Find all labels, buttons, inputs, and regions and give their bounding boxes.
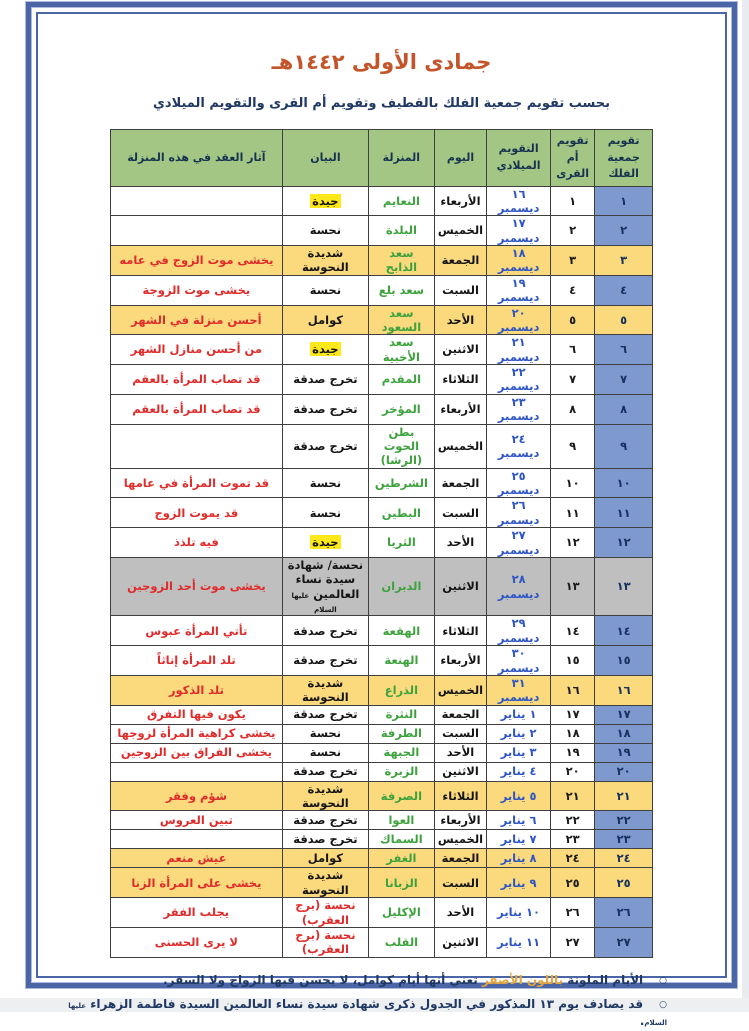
cell-mansion: سعد السعود bbox=[368, 305, 434, 335]
calendar-table bbox=[110, 129, 653, 958]
cell-gregorian-date: ٢١ ديسمبر bbox=[487, 335, 551, 365]
cell-mansion: الإكليل bbox=[368, 898, 434, 928]
cell-effects: قد تصاب المرأة بالعقم bbox=[110, 394, 282, 424]
cell-falak-number: ٦ bbox=[595, 335, 653, 365]
cell-weekday: السبت bbox=[434, 275, 486, 305]
cell-description bbox=[282, 365, 368, 395]
cell-effects: فيه تلذذ bbox=[110, 528, 282, 558]
cell-mansion: العوا bbox=[368, 811, 434, 830]
cell-umm-alqura-number: ٢٢ bbox=[551, 811, 595, 830]
cell-weekday: الأحد bbox=[434, 898, 486, 928]
cell-description bbox=[282, 498, 368, 528]
cell-description bbox=[282, 186, 368, 216]
cell-falak-number: ١٧ bbox=[595, 705, 653, 724]
description-text: جيدة bbox=[312, 193, 339, 208]
description-text: تخرج صدقة bbox=[293, 623, 358, 638]
table-row bbox=[110, 743, 652, 762]
cell-description bbox=[282, 762, 368, 781]
cell-falak-number: ٣ bbox=[595, 246, 653, 276]
cell-weekday: الخميس bbox=[434, 675, 486, 705]
description-text: تخرج صدقة bbox=[293, 653, 358, 668]
cell-mansion: الصرفة bbox=[368, 781, 434, 811]
description-text: تخرج صدقة bbox=[293, 401, 358, 416]
cell-gregorian-date: ٢٠ ديسمبر bbox=[487, 305, 551, 335]
description-text: شديدة النحوسة bbox=[302, 781, 349, 810]
cell-mansion: سعد الذابح bbox=[368, 246, 434, 276]
description-text: كوامل bbox=[307, 851, 343, 866]
description-text: نحسة (برج العقرب) bbox=[295, 898, 356, 927]
cell-umm-alqura-number: ٥ bbox=[551, 305, 595, 335]
cell-effects bbox=[110, 186, 282, 216]
description-text: شديدة النحوسة bbox=[302, 675, 349, 705]
table-row bbox=[110, 898, 652, 928]
cell-description bbox=[282, 468, 368, 498]
cell-gregorian-date: ١٧ ديسمبر bbox=[487, 216, 551, 246]
cell-description bbox=[282, 675, 368, 705]
description-text: تخرج صدقة bbox=[293, 707, 358, 722]
cell-weekday: الخميس bbox=[434, 830, 486, 849]
cell-effects: يجلب الفقر bbox=[110, 898, 282, 928]
cell-effects bbox=[110, 830, 282, 849]
cell-effects: عيش منعم bbox=[110, 849, 282, 868]
cell-falak-number: ٥ bbox=[595, 305, 653, 335]
cell-falak-number: ٧ bbox=[595, 365, 653, 395]
cell-gregorian-date: ١ يناير bbox=[487, 705, 551, 724]
table-row bbox=[110, 927, 652, 957]
cell-umm-alqura-number: ٤ bbox=[551, 275, 595, 305]
cell-gregorian-date: ١٠ يناير bbox=[487, 898, 551, 928]
cell-effects: يخشى موت الزوجة bbox=[110, 275, 282, 305]
table-row bbox=[110, 365, 652, 395]
cell-effects: تبين العروس bbox=[110, 811, 282, 830]
cell-umm-alqura-number: ١٧ bbox=[551, 705, 595, 724]
cell-falak-number: ١٦ bbox=[595, 675, 653, 705]
table-row bbox=[110, 424, 652, 468]
cell-falak-number: ٢٠ bbox=[595, 762, 653, 781]
cell-weekday: الجمعة bbox=[434, 468, 486, 498]
table-row bbox=[110, 868, 652, 898]
cell-falak-number: ٢٢ bbox=[595, 811, 653, 830]
header-gregorian-calendar: التقويم الميلادي bbox=[487, 130, 551, 187]
table-row bbox=[110, 557, 652, 616]
cell-weekday: الثلاثاء bbox=[434, 616, 486, 646]
cell-umm-alqura-number: ٢٣ bbox=[551, 830, 595, 849]
cell-effects: قد يموت الزوج bbox=[110, 498, 282, 528]
cell-effects: يخشى موت الزوج في عامه bbox=[110, 246, 282, 276]
table-row bbox=[110, 335, 652, 365]
cell-weekday: الأحد bbox=[434, 528, 486, 558]
table-row bbox=[110, 305, 652, 335]
table-row bbox=[110, 275, 652, 305]
cell-description bbox=[282, 335, 368, 365]
cell-mansion: سعد الأخبية bbox=[368, 335, 434, 365]
cell-umm-alqura-number: ٢٧ bbox=[551, 927, 595, 957]
cell-weekday: الاثنين bbox=[434, 927, 486, 957]
cell-mansion: الغفر bbox=[368, 849, 434, 868]
cell-gregorian-date: ١٨ ديسمبر bbox=[487, 246, 551, 276]
cell-mansion: الشرطين bbox=[368, 468, 434, 498]
cell-umm-alqura-number: ٨ bbox=[551, 394, 595, 424]
page-title: جمادى الأولى ١٤٤٢هـ bbox=[271, 50, 492, 74]
cell-umm-alqura-number: ١٩ bbox=[551, 743, 595, 762]
description-text: شديدة النحوسة bbox=[302, 868, 349, 897]
cell-weekday: الجمعة bbox=[434, 246, 486, 276]
table-row bbox=[110, 830, 652, 849]
description-text: نحسة bbox=[309, 505, 342, 520]
cell-umm-alqura-number: ١٤ bbox=[551, 616, 595, 646]
page-frame bbox=[26, 2, 737, 1029]
honorific-symbol: عليها السلام bbox=[291, 591, 337, 614]
cell-mansion: الجبهة bbox=[368, 743, 434, 762]
cell-mansion: بطن الحوت (الرشا) bbox=[368, 424, 434, 468]
cell-mansion: النعايم bbox=[368, 186, 434, 216]
note-item-yellow-days bbox=[68, 972, 667, 989]
description-text: جيدة bbox=[312, 342, 339, 357]
cell-gregorian-date: ١٩ ديسمبر bbox=[487, 275, 551, 305]
note-text: الأيام الملونة bbox=[563, 972, 644, 987]
cell-description bbox=[282, 705, 368, 724]
cell-falak-number: ٢٧ bbox=[595, 927, 653, 957]
notes-list bbox=[38, 972, 725, 1031]
cell-falak-number: ١٩ bbox=[595, 743, 653, 762]
cell-mansion: الهنعة bbox=[368, 646, 434, 676]
cell-effects: أحسن منزلة في الشهر bbox=[110, 305, 282, 335]
cell-weekday: الأحد bbox=[434, 743, 486, 762]
cell-description bbox=[282, 830, 368, 849]
table-header-row bbox=[110, 130, 652, 187]
cell-umm-alqura-number: ٢١ bbox=[551, 781, 595, 811]
cell-falak-number: ٢٦ bbox=[595, 898, 653, 928]
description-text: نحسة (برج العقرب) bbox=[295, 927, 356, 957]
cell-weekday: الأحد bbox=[434, 305, 486, 335]
cell-umm-alqura-number: ٢٥ bbox=[551, 868, 595, 898]
header-umm-alqura-calendar: تقويم أم القرى bbox=[551, 130, 595, 187]
cell-mansion: البلدة bbox=[368, 216, 434, 246]
cell-falak-number: ٨ bbox=[595, 394, 653, 424]
table-row bbox=[110, 394, 652, 424]
header-description: البيان bbox=[282, 130, 368, 187]
cell-description bbox=[282, 781, 368, 811]
cell-gregorian-date: ٢٢ ديسمبر bbox=[487, 365, 551, 395]
description-text: تخرج صدقة bbox=[293, 813, 358, 828]
note-text: . bbox=[639, 1014, 645, 1029]
description-text: نحسة bbox=[309, 475, 342, 490]
cell-gregorian-date: ٢٣ ديسمبر bbox=[487, 394, 551, 424]
cell-falak-number: ٩ bbox=[595, 424, 653, 468]
cell-description bbox=[282, 927, 368, 957]
cell-umm-alqura-number: ٢٠ bbox=[551, 762, 595, 781]
page-inner-frame bbox=[36, 12, 727, 1029]
cell-gregorian-date: ٢٤ ديسمبر bbox=[487, 424, 551, 468]
cell-description bbox=[282, 394, 368, 424]
note-text-colored: باللون الأصفر bbox=[481, 972, 564, 987]
cell-mansion: الدبران bbox=[368, 557, 434, 616]
cell-gregorian-date: ٢٦ ديسمبر bbox=[487, 498, 551, 528]
description-text: نحسة bbox=[309, 726, 342, 741]
cell-description bbox=[282, 811, 368, 830]
note-text: قد يصادف يوم ١٣ المذكور في الجدول ذكرى شهادة سيدة نساء العالمين السيدة فاطمة الزهراء bbox=[86, 997, 644, 1012]
cell-gregorian-date: ١٦ ديسمبر bbox=[487, 186, 551, 216]
bullet-icon: ○ bbox=[659, 1000, 667, 1011]
table-row bbox=[110, 849, 652, 868]
table-row bbox=[110, 616, 652, 646]
cell-gregorian-date: ٢٥ ديسمبر bbox=[487, 468, 551, 498]
cell-gregorian-date: ٢٨ ديسمبر bbox=[487, 557, 551, 616]
bullet-icon: ○ bbox=[659, 975, 667, 986]
cell-mansion: الزبانا bbox=[368, 868, 434, 898]
page-subtitle: بحسب تقويم جمعية الفلك بالقطيف وتقويم أم القرى والتقويم الميلادي bbox=[153, 96, 610, 111]
cell-description bbox=[282, 305, 368, 335]
cell-weekday: الثلاثاء bbox=[434, 365, 486, 395]
cell-gregorian-date: ٢ يناير bbox=[487, 724, 551, 743]
cell-umm-alqura-number: ٣ bbox=[551, 246, 595, 276]
cell-description bbox=[282, 616, 368, 646]
cell-description bbox=[282, 724, 368, 743]
cell-umm-alqura-number: ٢٦ bbox=[551, 898, 595, 928]
cell-effects: يخشى على المرأة الزنا bbox=[110, 868, 282, 898]
table-row bbox=[110, 186, 652, 216]
cell-weekday: الجمعة bbox=[434, 705, 486, 724]
cell-mansion: الذراع bbox=[368, 675, 434, 705]
cell-mansion: الثريا bbox=[368, 528, 434, 558]
cell-effects: من أحسن منازل الشهر bbox=[110, 335, 282, 365]
cell-effects: تلد الذكور bbox=[110, 675, 282, 705]
cell-gregorian-date: ٣ يناير bbox=[487, 743, 551, 762]
cell-mansion: البطين bbox=[368, 498, 434, 528]
cell-description bbox=[282, 868, 368, 898]
table-row bbox=[110, 781, 652, 811]
table-row bbox=[110, 675, 652, 705]
cell-effects bbox=[110, 424, 282, 468]
cell-gregorian-date: ١١ يناير bbox=[487, 927, 551, 957]
cell-effects: تأتي المرأة عبوس bbox=[110, 616, 282, 646]
description-text: جيدة bbox=[312, 535, 339, 550]
cell-effects: تلد المرأة إناثاً bbox=[110, 646, 282, 676]
photo-edge-right bbox=[742, 0, 749, 1012]
cell-mansion: الطرفة bbox=[368, 724, 434, 743]
cell-umm-alqura-number: ١٣ bbox=[551, 557, 595, 616]
cell-falak-number: ١٥ bbox=[595, 646, 653, 676]
cell-mansion: الزبرة bbox=[368, 762, 434, 781]
cell-gregorian-date: ٧ يناير bbox=[487, 830, 551, 849]
cell-mansion: المقدم bbox=[368, 365, 434, 395]
cell-falak-number: ١١ bbox=[595, 498, 653, 528]
cell-falak-number: ١٠ bbox=[595, 468, 653, 498]
cell-description bbox=[282, 275, 368, 305]
table-row bbox=[110, 468, 652, 498]
cell-weekday: الخميس bbox=[434, 424, 486, 468]
cell-effects bbox=[110, 762, 282, 781]
cell-description bbox=[282, 216, 368, 246]
cell-gregorian-date: ٩ يناير bbox=[487, 868, 551, 898]
cell-weekday: السبت bbox=[434, 724, 486, 743]
calendar-table-body bbox=[110, 186, 652, 957]
cell-effects bbox=[110, 216, 282, 246]
cell-weekday: الاثنين bbox=[434, 335, 486, 365]
cell-description bbox=[282, 743, 368, 762]
cell-mansion: القلب bbox=[368, 927, 434, 957]
cell-description bbox=[282, 557, 368, 616]
cell-description bbox=[282, 246, 368, 276]
table-row bbox=[110, 246, 652, 276]
cell-falak-number: ٢ bbox=[595, 216, 653, 246]
cell-effects: شؤم وفقر bbox=[110, 781, 282, 811]
cell-weekday: الجمعة bbox=[434, 849, 486, 868]
cell-umm-alqura-number: ١٥ bbox=[551, 646, 595, 676]
cell-umm-alqura-number: ٢٤ bbox=[551, 849, 595, 868]
cell-effects: يخشى موت أحد الزوجين bbox=[110, 557, 282, 616]
cell-gregorian-date: ٣١ ديسمبر bbox=[487, 675, 551, 705]
description-text: نحسة bbox=[309, 223, 342, 238]
cell-description bbox=[282, 646, 368, 676]
cell-gregorian-date: ٤ يناير bbox=[487, 762, 551, 781]
cell-falak-number: ٢١ bbox=[595, 781, 653, 811]
cell-umm-alqura-number: ٦ bbox=[551, 335, 595, 365]
cell-umm-alqura-number: ٢ bbox=[551, 216, 595, 246]
cell-gregorian-date: ٨ يناير bbox=[487, 849, 551, 868]
description-text: نحسة bbox=[309, 745, 342, 760]
cell-gregorian-date: ٥ يناير bbox=[487, 781, 551, 811]
cell-falak-number: ٢٤ bbox=[595, 849, 653, 868]
header-weekday: اليوم bbox=[434, 130, 486, 187]
cell-umm-alqura-number: ١٦ bbox=[551, 675, 595, 705]
cell-umm-alqura-number: ١٨ bbox=[551, 724, 595, 743]
cell-falak-number: ٤ bbox=[595, 275, 653, 305]
cell-weekday: السبت bbox=[434, 868, 486, 898]
cell-umm-alqura-number: ١٢ bbox=[551, 528, 595, 558]
cell-mansion: النثرة bbox=[368, 705, 434, 724]
cell-effects: يخشى كراهية المرأة لزوجها bbox=[110, 724, 282, 743]
table-row bbox=[110, 216, 652, 246]
cell-gregorian-date: ٢٧ ديسمبر bbox=[487, 528, 551, 558]
cell-mansion: المؤخر bbox=[368, 394, 434, 424]
cell-mansion: الهقعة bbox=[368, 616, 434, 646]
cell-effects: لا يرى الحسنى bbox=[110, 927, 282, 957]
cell-gregorian-date: ٢٩ ديسمبر bbox=[487, 616, 551, 646]
description-text: شديدة النحوسة bbox=[302, 246, 349, 275]
table-row bbox=[110, 811, 652, 830]
header-effects: آثار العقد في هذه المنزلة bbox=[110, 130, 282, 187]
description-text: تخرج صدقة bbox=[293, 764, 358, 779]
description-text: نحسة/ شهادة سيدة نساء العالمين bbox=[287, 557, 364, 601]
cell-umm-alqura-number: ٩ bbox=[551, 424, 595, 468]
cell-description bbox=[282, 528, 368, 558]
header-mansion: المنزلة bbox=[368, 130, 434, 187]
cell-falak-number: ١ bbox=[595, 186, 653, 216]
cell-umm-alqura-number: ١ bbox=[551, 186, 595, 216]
cell-weekday: الاثنين bbox=[434, 557, 486, 616]
cell-description bbox=[282, 849, 368, 868]
cell-mansion: السماك bbox=[368, 830, 434, 849]
description-text: تخرج صدقة bbox=[293, 372, 358, 387]
cell-weekday: الاثنين bbox=[434, 762, 486, 781]
description-text: كوامل bbox=[307, 312, 343, 327]
cell-gregorian-date: ٦ يناير bbox=[487, 811, 551, 830]
cell-description bbox=[282, 898, 368, 928]
table-row bbox=[110, 528, 652, 558]
cell-effects: قد تموت المرأة في عامها bbox=[110, 468, 282, 498]
cell-mansion: سعد بلع bbox=[368, 275, 434, 305]
cell-weekday: الأربعاء bbox=[434, 811, 486, 830]
cell-effects: يكون فيها التفرق bbox=[110, 705, 282, 724]
cell-umm-alqura-number: ١١ bbox=[551, 498, 595, 528]
cell-effects: قد تصاب المرأة بالعقم bbox=[110, 365, 282, 395]
cell-effects: يخشى الفراق بين الزوجين bbox=[110, 743, 282, 762]
cell-gregorian-date: ٣٠ ديسمبر bbox=[487, 646, 551, 676]
cell-falak-number: ١٤ bbox=[595, 616, 653, 646]
cell-falak-number: ٢٥ bbox=[595, 868, 653, 898]
cell-falak-number: ١٨ bbox=[595, 724, 653, 743]
cell-weekday: الثلاثاء bbox=[434, 781, 486, 811]
table-row bbox=[110, 646, 652, 676]
cell-weekday: الخميس bbox=[434, 216, 486, 246]
cell-umm-alqura-number: ٧ bbox=[551, 365, 595, 395]
cell-falak-number: ٢٣ bbox=[595, 830, 653, 849]
table-row bbox=[110, 705, 652, 724]
cell-description bbox=[282, 424, 368, 468]
cell-weekday: الأربعاء bbox=[434, 646, 486, 676]
description-text: تخرج صدقة bbox=[293, 832, 358, 847]
table-row bbox=[110, 498, 652, 528]
note-text: تعني أنها أيام كوامل، لا يحسن فيها الزواج ولا السفر. bbox=[163, 972, 482, 987]
note-item-day13 bbox=[68, 996, 667, 1031]
honorific-symbol: عليها السلام bbox=[68, 1002, 667, 1028]
description-text: تخرج صدقة bbox=[293, 438, 358, 453]
table-row bbox=[110, 762, 652, 781]
cell-umm-alqura-number: ١٠ bbox=[551, 468, 595, 498]
cell-weekday: الأربعاء bbox=[434, 394, 486, 424]
description-text: نحسة bbox=[309, 282, 342, 297]
cell-falak-number: ١٢ bbox=[595, 528, 653, 558]
header-falak-calendar: تقويم جمعية الفلك bbox=[595, 130, 653, 187]
cell-weekday: الأربعاء bbox=[434, 186, 486, 216]
table-row bbox=[110, 724, 652, 743]
cell-weekday: السبت bbox=[434, 498, 486, 528]
cell-falak-number: ١٣ bbox=[595, 557, 653, 616]
